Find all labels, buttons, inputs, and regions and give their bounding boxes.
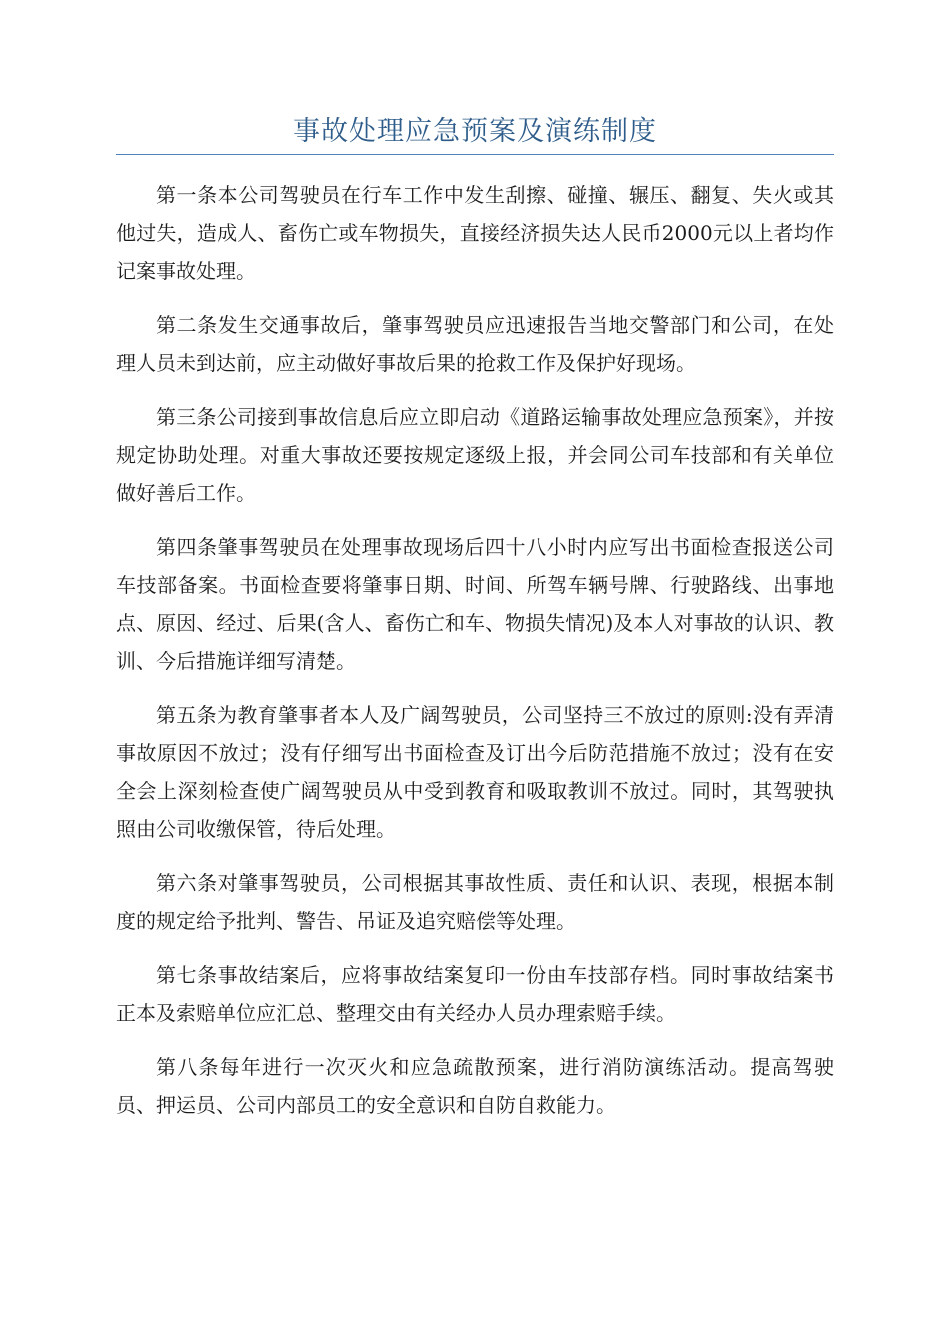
article-8-paragraph: 第八条每年进行一次灭火和应急疏散预案，进行消防演练活动。提高驾驶员、押运员、公司内部员工的安全意识和自防自救能力。 (116, 1055, 834, 1117)
article-2-paragraph: 第二条发生交通事故后，肇事驾驶员应迅速报告当地交警部门和公司，在处理人员未到达前，应主动做好事故后果的抢救工作及保护好现场。 (116, 313, 834, 375)
document-title: 事故处理应急预案及演练制度 (293, 116, 657, 147)
article-6-paragraph: 第六条对肇事驾驶员，公司根据其事故性质、责任和认识、表现，根据本制度的规定给予批判、警告、吊证及追究赔偿等处理。 (116, 871, 834, 933)
document-body (116, 176, 834, 1140)
article-5-paragraph: 第五条为教育肇事者本人及广阔驾驶员，公司坚持三不放过的原则:没有弄清事故原因不放过；没有仔细写出书面检查及订出今后防范措施不放过；没有在安全会上深刻检查使广阔驾驶员从中受到教育和吸取教训不放过。同时，其驾驶执照由公司收缴保管，待后处理。 (116, 703, 834, 841)
title-underline (116, 154, 834, 155)
article-1-paragraph: 第一条本公司驾驶员在行车工作中发生刮擦、碰撞、辗压、翻复、失火或其他过失，造成人、畜伤亡或车物损失，直接经济损失达人民币2000元以上者均作记案事故处理。 (116, 183, 834, 283)
article-7-paragraph: 第七条事故结案后，应将事故结案复印一份由车技部存档。同时事故结案书正本及索赔单位应汇总、整理交由有关经办人员办理索赔手续。 (116, 963, 834, 1025)
article-3-paragraph: 第三条公司接到事故信息后应立即启动《道路运输事故处理应急预案》，并按规定协助处理。对重大事故还要按规定逐级上报，并会同公司车技部和有关单位做好善后工作。 (116, 405, 834, 505)
article-4-paragraph: 第四条肇事驾驶员在处理事故现场后四十八小时内应写出书面检查报送公司车技部备案。书面检查要将肇事日期、时间、所驾车辆号牌、行驶路线、出事地点、原因、经过、后果(含人、畜伤亡和车、物损失情况)及本人对事故的认识、教训、今后措施详细写清楚。 (116, 535, 834, 673)
